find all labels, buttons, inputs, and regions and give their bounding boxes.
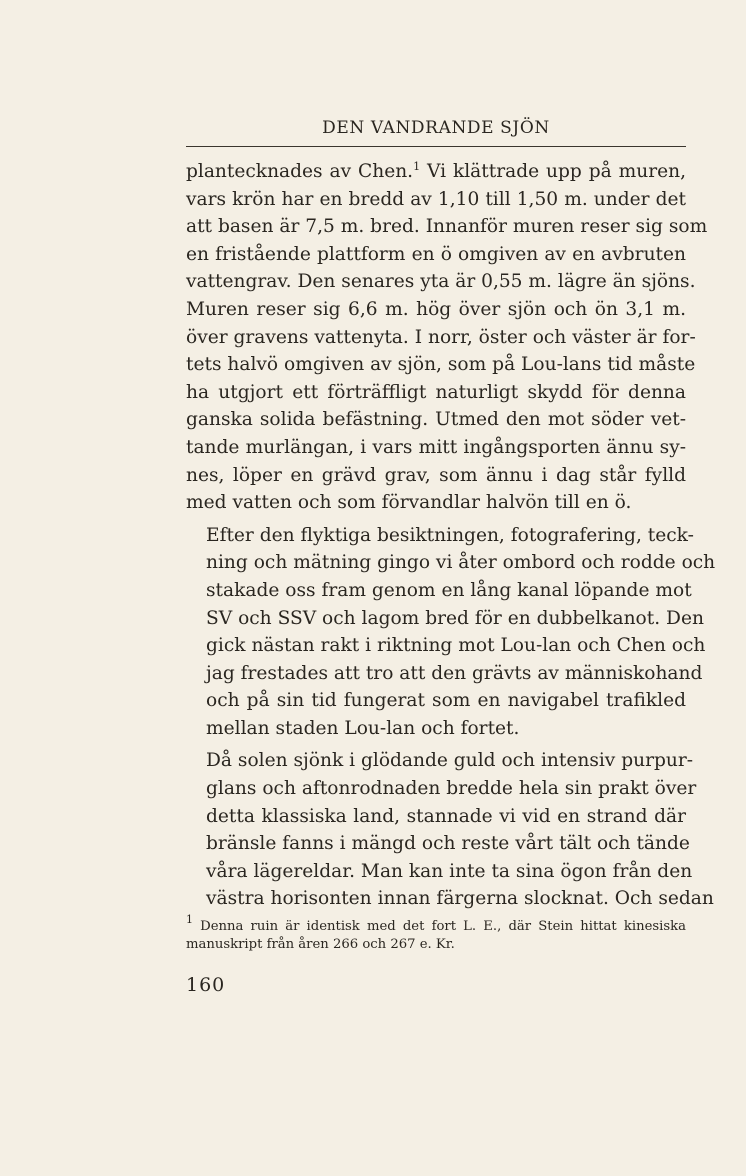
text-line: gick nästan rakt i riktning mot Lou-lan och Chen och	[206, 635, 706, 657]
text-line: ha utgjort ett förträffligt naturligt skydd för denna	[186, 381, 686, 403]
body-text	[186, 158, 716, 913]
text-line: över gravens vattenyta. I norr, öster och väster är for-	[186, 326, 696, 348]
text-line: vars krön har en bredd av 1,10 till 1,50 m. under det	[186, 188, 686, 210]
text-line: västra horisonten innan färgerna slocknat. Och sedan	[206, 888, 714, 910]
text-line: stakade oss fram genom en lång kanal löpande mot	[206, 579, 692, 601]
running-title: DEN VANDRANDE SJÖN	[322, 118, 550, 138]
paragraph-2	[186, 522, 716, 743]
text-line: mellan staden Lou-lan och fortet.	[206, 717, 520, 739]
text-line: tets halvö omgiven av sjön, som på Lou-lans tid måste	[186, 354, 696, 376]
footnote-reference: 1	[413, 160, 421, 173]
text-line: med vatten och som förvandlar halvön till en ö.	[186, 492, 632, 514]
text-line: SV och SSV och lagom bred för en dubbelkanot. Den	[206, 607, 704, 629]
text-line: ning och mätning gingo vi åter ombord och rodde och	[206, 552, 716, 574]
text-line: glans och aftonrodnaden bredde hela sin prakt över	[206, 778, 697, 800]
paragraph-1	[186, 158, 708, 517]
text-line: att basen är 7,5 m. bred. Innanför muren reser sig som	[186, 216, 708, 238]
paragraph-3	[186, 747, 714, 913]
text-line: plantecknades av Chen.$^1$ Vi klättrade upp på muren,	[186, 160, 686, 182]
text-line: ganska solida befästning. Utmed den mot söder vet-	[186, 409, 686, 431]
footnote-line: manuskript från åren 266 och 267 e. Kr.	[186, 937, 455, 952]
page-number: 160	[186, 974, 226, 996]
text-line: tande murlängan, i vars mitt ingångsporten ännu sy-	[186, 436, 686, 458]
text-line: våra lägereldar. Man kan inte ta sina ögon från den	[206, 860, 693, 882]
text-line: Muren reser sig 6,6 m. hög över sjön och ön 3,1 m.	[186, 298, 686, 320]
text-line: en fristående plattform en ö omgiven av en avbruten	[186, 243, 686, 265]
text-line: och på sin tid fungerat som en navigabel trafikled	[206, 690, 686, 712]
text-line: detta klassiska land, stannade vi vid en strand där	[206, 805, 686, 827]
text-line: bränsle fanns i mängd och reste vårt tält och tände	[206, 833, 690, 855]
text-line: vattengrav. Den senares yta är 0,55 m. lägre än sjöns.	[186, 271, 696, 293]
running-header	[186, 118, 686, 147]
text-line: jag frestades att tro att den grävts av människohand	[206, 662, 703, 684]
text-line: Efter den flyktiga besiktningen, fotografering, teck-	[206, 524, 694, 546]
footnote-marker: 1	[186, 913, 193, 926]
text-line: Då solen sjönk i glödande guld och intensiv purpur-	[206, 750, 694, 772]
text-line: nes, löper en grävd grav, som ännu i dag står fylld	[186, 464, 686, 486]
footnote-line: $^1$ Denna ruin är identisk med det fort L. E., där Stein hittat kinesiska	[186, 913, 686, 934]
footnote	[186, 913, 686, 954]
